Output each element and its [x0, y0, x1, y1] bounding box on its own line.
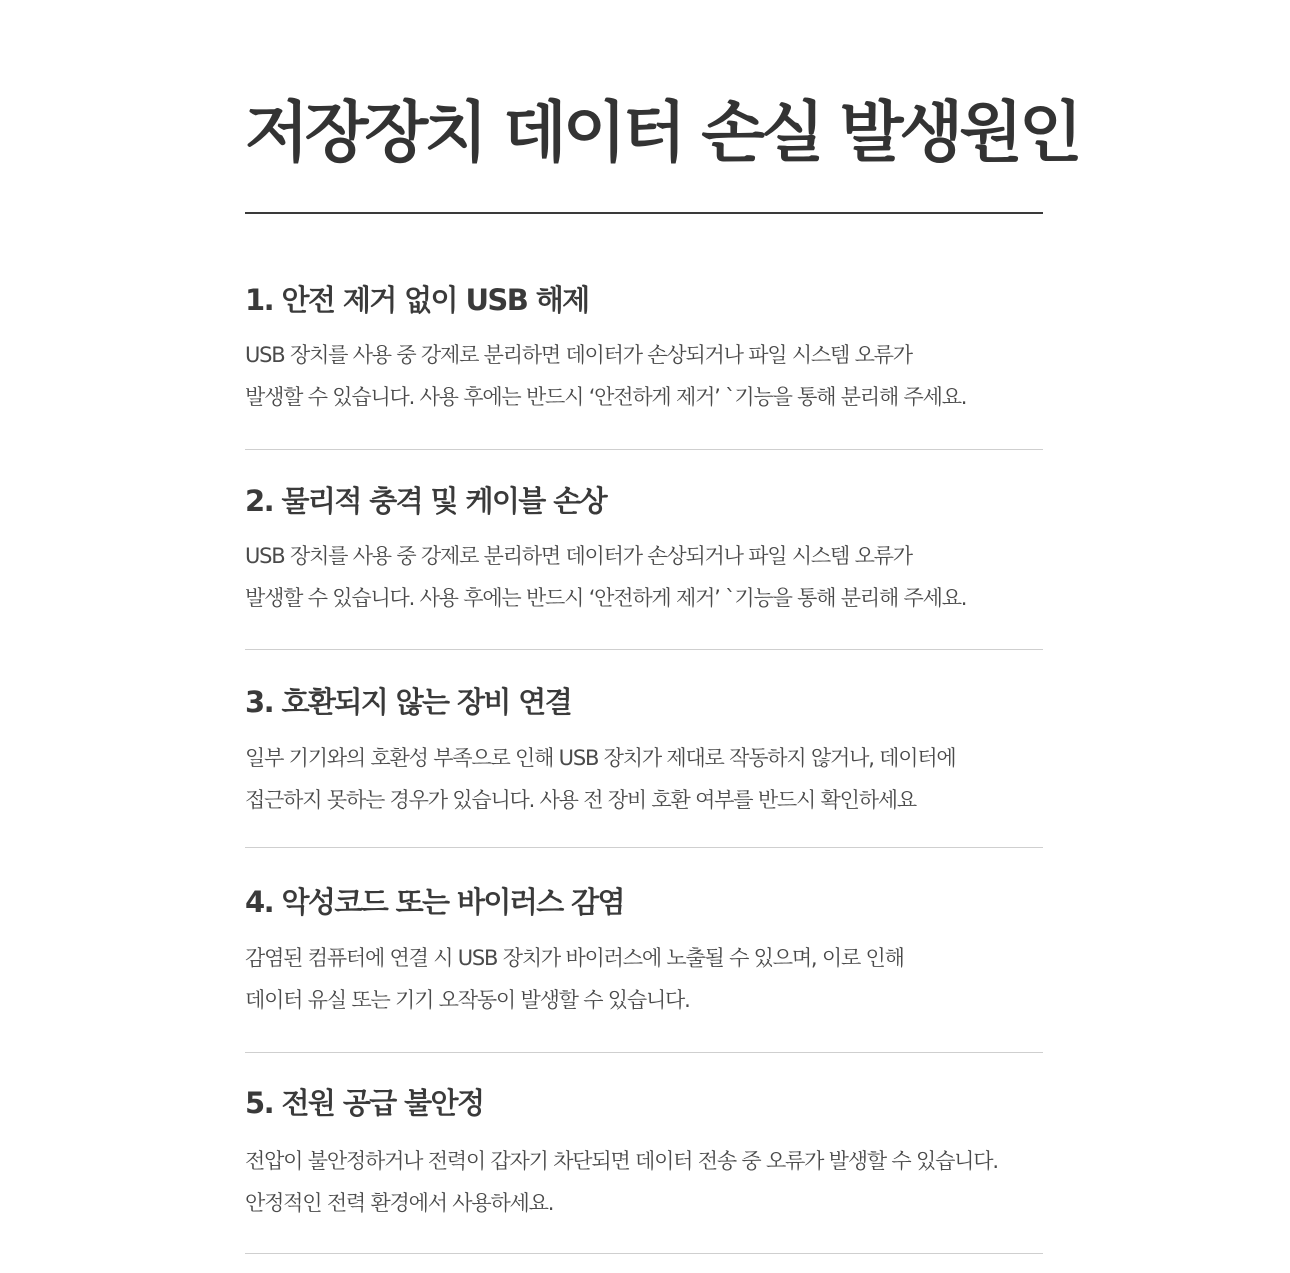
section-heading: 4. 악성코드 또는 바이러스 감염: [245, 885, 624, 919]
section-heading: 1. 안전 제거 없이 USB 해제: [245, 283, 589, 317]
description-line: USB 장치를 사용 중 강제로 분리하면 데이터가 손상되거나 파일 시스템 오류가: [245, 343, 912, 367]
section-heading: 3. 호환되지 않는 장비 연결: [245, 685, 572, 719]
description-line: 전압이 불안정하거나 전력이 갑자기 차단되면 데이터 전송 중 오류가 발생할 수 있습니다.: [245, 1149, 998, 1173]
description-line: 일부 기기와의 호환성 부족으로 인해 USB 장치가 제대로 작동하지 않거나, 데이터에: [245, 746, 956, 770]
section-description: [245, 737, 956, 821]
description-line: 접근하지 못하는 경우가 있습니다. 사용 전 장비 호환 여부를 반드시 확인하세요: [245, 788, 916, 812]
section-heading: 5. 전원 공급 불안정: [245, 1086, 484, 1120]
cause-section-3: [245, 650, 1043, 848]
cause-section-1: [245, 214, 1043, 450]
cause-section-4: [245, 848, 1043, 1053]
description-line: 발생할 수 있습니다. 사용 후에는 반드시 ‘안전하게 제거’ `기능을 통해 분리해 주세요.: [245, 385, 967, 409]
section-description: [245, 334, 966, 418]
description-line: 발생할 수 있습니다. 사용 후에는 반드시 ‘안전하게 제거’ `기능을 통해 분리해 주세요.: [245, 586, 967, 610]
cause-section-5: [245, 1053, 1043, 1254]
cause-section-2: [245, 450, 1043, 650]
description-line: 데이터 유실 또는 기기 오작동이 발생할 수 있습니다.: [245, 988, 690, 1012]
section-heading: 2. 물리적 충격 및 케이블 손상: [245, 484, 607, 518]
description-line: USB 장치를 사용 중 강제로 분리하면 데이터가 손상되거나 파일 시스템 오류가: [245, 544, 912, 568]
section-description: [245, 937, 904, 1021]
description-line: 감염된 컴퓨터에 연결 시 USB 장치가 바이러스에 노출될 수 있으며, 이로 인해: [245, 946, 904, 970]
description-line: 안정적인 전력 환경에서 사용하세요.: [245, 1191, 554, 1215]
section-description: [245, 1140, 998, 1224]
section-description: [245, 535, 966, 619]
cause-list: [245, 214, 1043, 1254]
page-title: 저장장치 데이터 손실 발생원인: [245, 94, 1079, 171]
